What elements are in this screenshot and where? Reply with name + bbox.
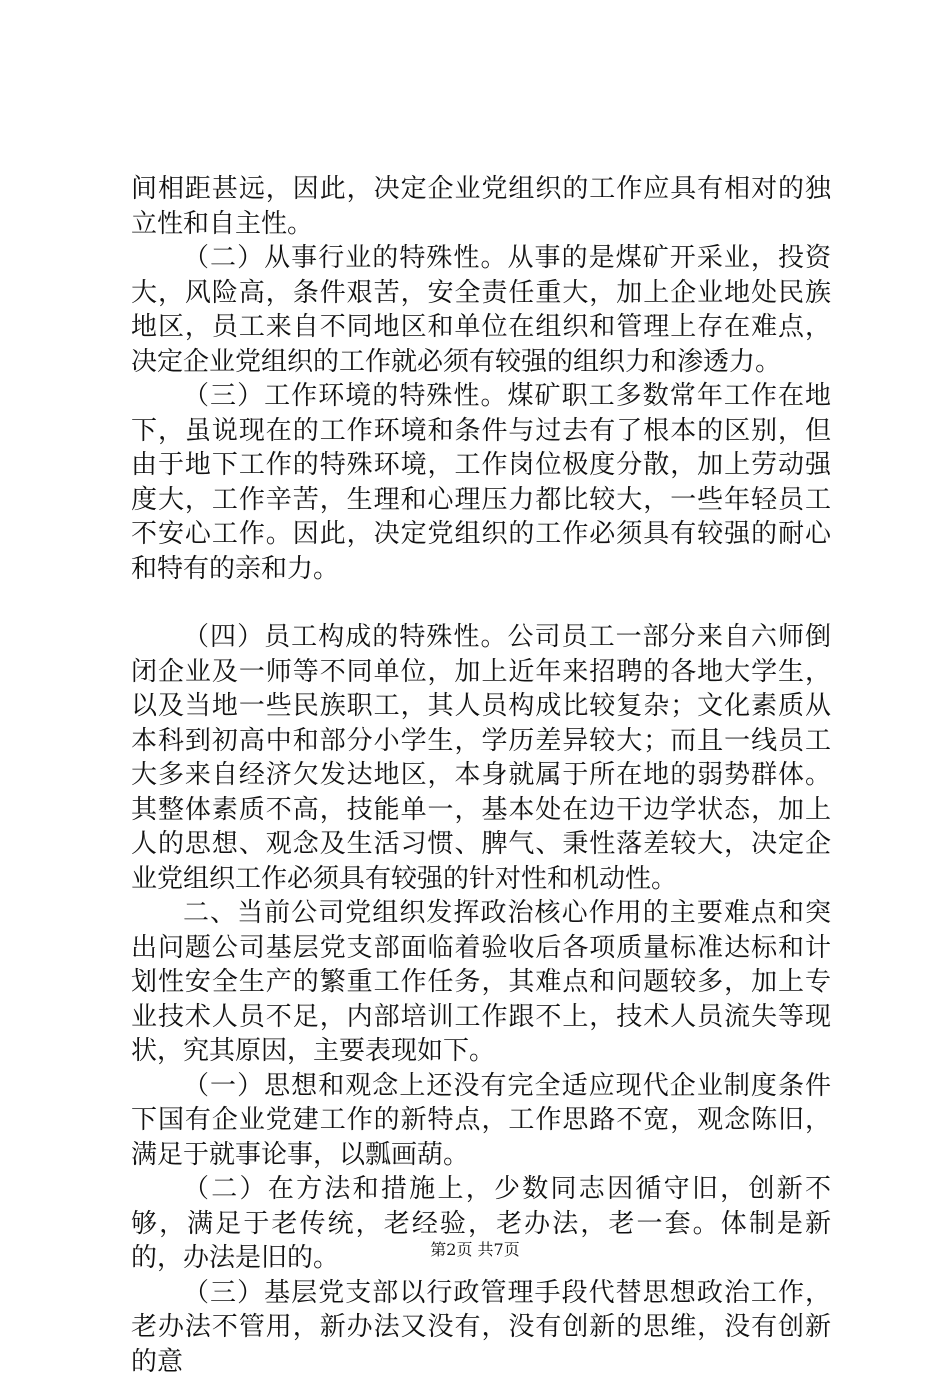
paragraph-item-one: （一）思想和观念上还没有完全适应现代企业制度条件下国有企业党建工作的新特点，工作思路不宽，观念陈旧，满足于就事论事，以瓢画葫。	[131, 1069, 831, 1173]
paragraph-continuation: 间相距甚远，因此，决定企业党组织的工作应具有相对的独立性和自主性。	[131, 172, 831, 241]
paragraph-item-three: （三）基层党支部以行政管理手段代替思想政治工作，老办法不管用，新办法又没有，没有创新的思维，没有创新的意	[131, 1276, 831, 1379]
paragraph-item-two: （二）在方法和措施上，少数同志因循守旧，创新不够，满足于老传统，老经验，老办法，老一套。体制是新的，办法是旧的。	[131, 1172, 831, 1276]
page-number-footer: 第2页 共7页	[0, 1237, 950, 1260]
paragraph-section-two: 二、当前公司党组织发挥政治核心作用的主要难点和突出问题公司基层党支部面临着验收后各项质量标准达标和计划性安全生产的繁重工作任务，其难点和问题较多，加上专业技术人员不足，内部培训工作跟不上，技术人员流失等现状，究其原因，主要表现如下。	[131, 896, 831, 1069]
paragraph-industry: （二）从事行业的特殊性。从事的是煤矿开采业，投资大，风险高，条件艰苦，安全责任重大，加上企业地处民族地区，员工来自不同地区和单位在组织和管理上存在难点，决定企业党组织的工作就必须有较强的组织力和渗透力。	[131, 241, 831, 379]
paragraph-environment: （三）工作环境的特殊性。煤矿职工多数常年工作在地下，虽说现在的工作环境和条件与过去有了根本的区别，但由于地下工作的特殊环境，工作岗位极度分散，加上劳动强度大，工作辛苦，生理和心理压力都比较大，一些年轻员工不安心工作。因此，决定党组织的工作必须具有较强的耐心和特有的亲和力。	[131, 379, 831, 586]
body-text	[131, 172, 831, 1379]
paragraph-staff: （四）员工构成的特殊性。公司员工一部分来自六师倒闭企业及一师等不同单位，加上近年来招聘的各地大学生，以及当地一些民族职工，其人员构成比较复杂；文化素质从本科到初高中和部分小学生，学历差异较大；而且一线员工大多来自经济欠发达地区，本身就属于所在地的弱势群体。其整体素质不高，技能单一，基本处在边干边学状态，加上人的思想、观念及生活习惯、脾气、秉性落差较大，决定企业党组织工作必须具有较强的针对性和机动性。	[131, 620, 831, 896]
